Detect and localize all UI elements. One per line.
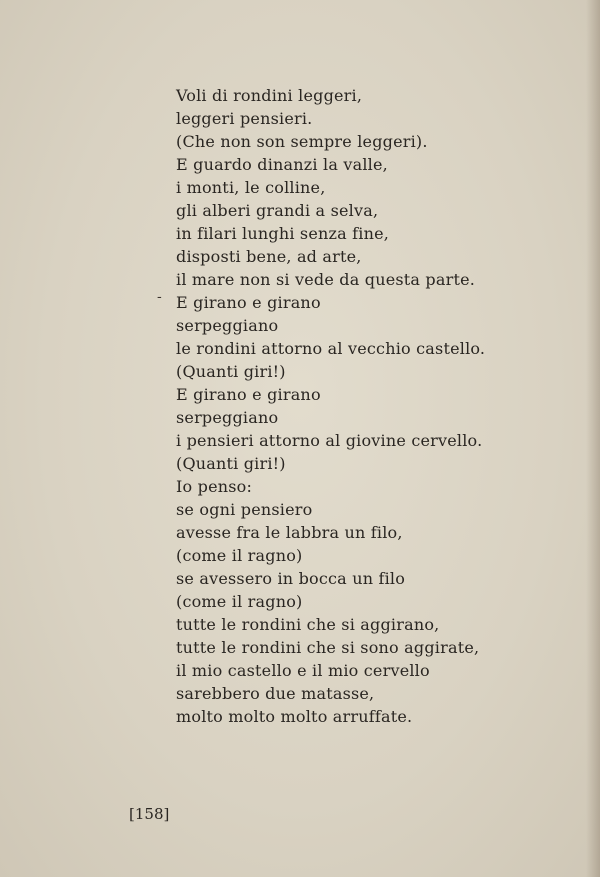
poem-line: molto molto molto arruffate.: [176, 707, 413, 726]
poem-line: leggeri pensieri.: [176, 109, 313, 128]
poem-line: tutte le rondini che si sono aggirate,: [176, 638, 480, 657]
poem-line: i pensieri attorno al giovine cervello.: [176, 431, 483, 450]
poem-line: E girano e girano: [176, 293, 321, 312]
poem-line: tutte le rondini che si aggirano,: [176, 615, 440, 634]
poem-line: E guardo dinanzi la valle,: [176, 155, 388, 174]
poem-line: (come il ragno): [176, 546, 303, 565]
poem-line: serpeggiano: [176, 408, 279, 427]
poem-line: Io penso:: [176, 477, 253, 496]
page-edge-shadow: [586, 0, 600, 877]
poem-line: se avessero in bocca un filo: [176, 569, 406, 588]
poem-line: serpeggiano: [176, 316, 279, 335]
margin-mark: -: [157, 289, 162, 305]
poem-line: le rondini attorno al vecchio castello.: [176, 339, 486, 358]
poem-line: (Quanti giri!): [176, 454, 286, 473]
poem-line: Voli di rondini leggeri,: [176, 86, 363, 105]
poem-line: (Che non son sempre leggeri).: [176, 132, 428, 151]
poem-line: sarebbero due matasse,: [176, 684, 375, 703]
poem-line: in filari lunghi senza fine,: [176, 224, 390, 243]
poem-line: avesse fra le labbra un filo,: [176, 523, 403, 542]
poem-line: E girano e girano: [176, 385, 321, 404]
poem-text: [176, 84, 486, 728]
page-number: [158]: [129, 805, 170, 823]
poem-line: disposti bene, ad arte,: [176, 247, 362, 266]
poem-line: se ogni pensiero: [176, 500, 313, 519]
poem-line: il mio castello e il mio cervello: [176, 661, 430, 680]
poem-line: i monti, le colline,: [176, 178, 326, 197]
poem-line: (come il ragno): [176, 592, 303, 611]
poem-line: gli alberi grandi a selva,: [176, 201, 379, 220]
poem-line: (Quanti giri!): [176, 362, 286, 381]
poem-line: il mare non si vede da questa parte.: [176, 270, 476, 289]
